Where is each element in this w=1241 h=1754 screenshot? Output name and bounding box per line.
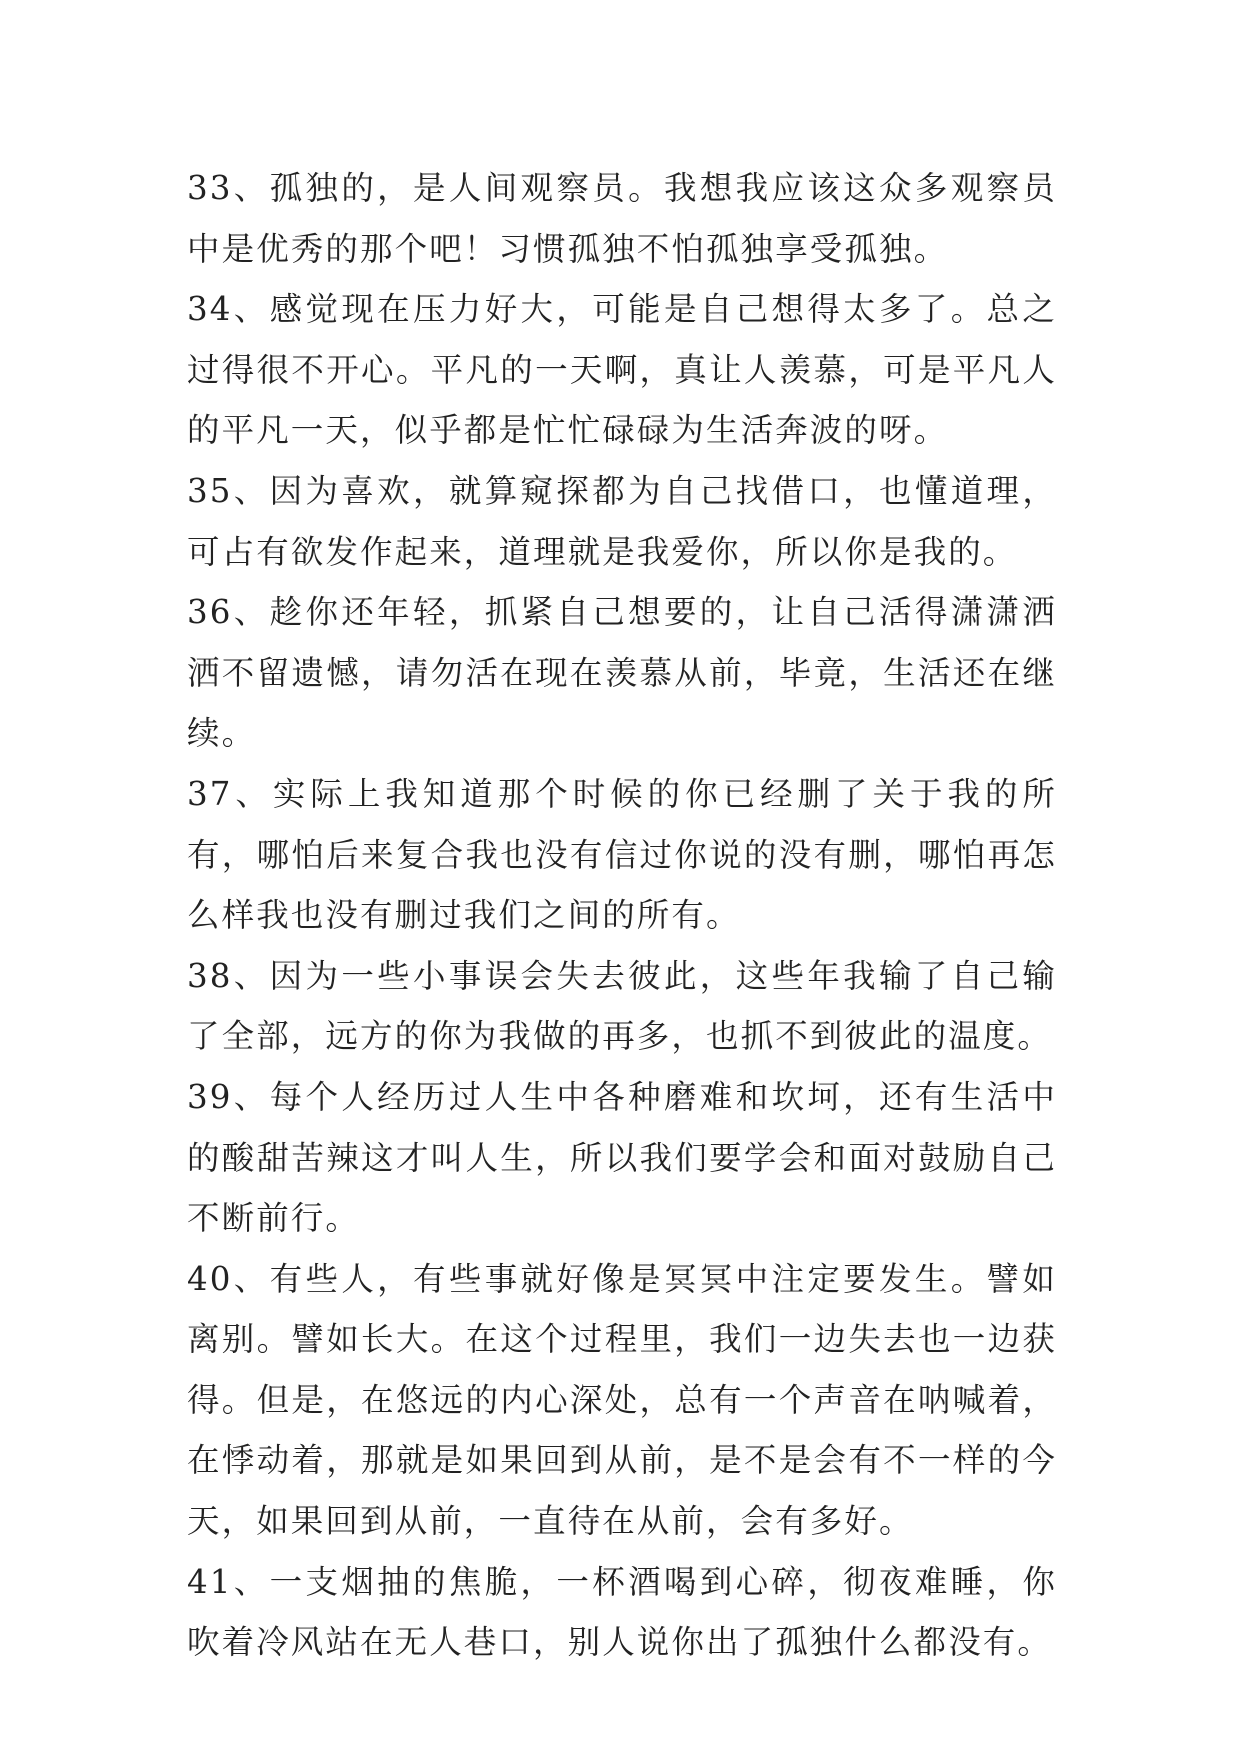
document-body: [187, 158, 1057, 1673]
paragraph-34: 34、感觉现在压力好大，可能是自己想得太多了。总之过得很不开心。平凡的一天啊，真让人羡慕，可是平凡人的平凡一天，似乎都是忙忙碌碌为生活奔波的呀。: [187, 290, 1057, 450]
paragraph-37: 37、实际上我知道那个时候的你已经删了关于我的所有，哪怕后来复合我也没有信过你说的没有删，哪怕再怎么样我也没有删过我们之间的所有。: [187, 774, 1057, 935]
paragraph-38: 38、因为一些小事误会失去彼此，这些年我输了自己输了全部，远方的你为我做的再多，也抓不到彼此的温度。: [187, 956, 1057, 1056]
paragraph-39: 39、每个人经历过人生中各种磨难和坎坷，还有生活中的酸甜苦辣这才叫人生，所以我们要学会和面对鼓励自己不断前行。: [187, 1077, 1057, 1238]
paragraph-35: 35、因为喜欢，就算窥探都为自己找借口，也懂道理，可占有欲发作起来，道理就是我爱你，所以你是我的。: [187, 471, 1057, 571]
paragraph-41: 41、一支烟抽的焦脆，一杯酒喝到心碎，彻夜难睡，你吹着冷风站在无人巷口，别人说你出了孤独什么都没有。: [187, 1562, 1057, 1662]
paragraph-40: 40、有些人，有些事就好像是冥冥中注定要发生。譬如离别。譬如长大。在这个过程里，我们一边失去也一边获得。但是，在悠远的内心深处，总有一个声音在呐喊着，在悸动着，那就是如果回到从前，是不是会有不一样的今天，如果回到从前，一直待在从前，会有多好。: [187, 1259, 1057, 1541]
paragraph-36: 36、趁你还年轻，抓紧自己想要的，让自己活得潇潇洒洒不留遗憾，请勿活在现在羡慕从前，毕竟，生活还在继续。: [187, 593, 1057, 753]
paragraph-33: 33、孤独的，是人间观察员。我想我应该这众多观察员中是优秀的那个吧！习惯孤独不怕孤独享受孤独。: [187, 169, 1057, 268]
